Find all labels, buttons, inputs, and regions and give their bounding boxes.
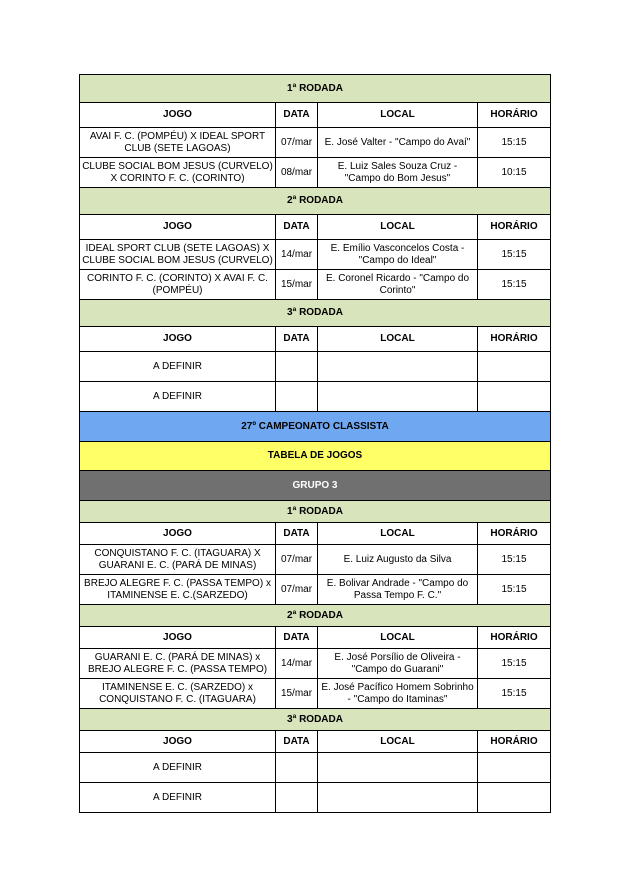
header-data: DATA	[276, 103, 318, 128]
header-local: LOCAL	[318, 327, 478, 352]
match-data	[276, 382, 318, 412]
header-local: LOCAL	[318, 215, 478, 240]
band-title: 2ª RODADA	[80, 605, 551, 627]
match-row	[80, 158, 551, 188]
header-jogo: JOGO	[80, 627, 276, 649]
header-data: DATA	[276, 627, 318, 649]
match-row	[80, 575, 551, 605]
match-row	[80, 545, 551, 575]
match-data: 07/mar	[276, 545, 318, 575]
round-header-row	[80, 605, 551, 627]
band-title: 1ª RODADA	[80, 75, 551, 103]
round-header-row	[80, 501, 551, 523]
match-row	[80, 352, 551, 382]
match-row	[80, 270, 551, 300]
round-header-row	[80, 300, 551, 327]
match-row	[80, 382, 551, 412]
match-data: 14/mar	[276, 649, 318, 679]
match-horario: 15:15	[478, 128, 551, 158]
match-horario	[478, 382, 551, 412]
header-local: LOCAL	[318, 103, 478, 128]
games-table	[79, 74, 551, 813]
header-horario: HORÁRIO	[478, 103, 551, 128]
round-header-row	[80, 709, 551, 731]
column-header-row	[80, 215, 551, 240]
column-header-row	[80, 523, 551, 545]
match-jogo: GUARANI E. C. (PARÁ DE MINAS) x BREJO ALEGRE F. C. (PASSA TEMPO)	[80, 649, 276, 679]
header-jogo: JOGO	[80, 731, 276, 753]
match-local	[318, 753, 478, 783]
header-horario: HORÁRIO	[478, 627, 551, 649]
match-row	[80, 240, 551, 270]
header-horario: HORÁRIO	[478, 327, 551, 352]
header-jogo: JOGO	[80, 215, 276, 240]
match-data: 14/mar	[276, 240, 318, 270]
match-local: E. José Pacífico Homem Sobrinho - "Campo do Itaminas"	[318, 679, 478, 709]
games-table-body	[80, 75, 551, 813]
match-local: E. Luiz Sales Souza Cruz - "Campo do Bom Jesus"	[318, 158, 478, 188]
group-title-row	[80, 471, 551, 501]
match-data: 07/mar	[276, 128, 318, 158]
match-jogo: CONQUISTANO F. C. (ITAGUARA) X GUARANI E. C. (PARÁ DE MINAS)	[80, 545, 276, 575]
match-horario: 15:15	[478, 679, 551, 709]
match-local: E. José Porsílio de Oliveira - "Campo do Guarani"	[318, 649, 478, 679]
round-header-row	[80, 188, 551, 215]
round-header-row	[80, 75, 551, 103]
column-header-row	[80, 731, 551, 753]
band-title: 27º CAMPEONATO CLASSISTA	[80, 412, 551, 442]
match-local	[318, 783, 478, 813]
match-local: E. Luiz Augusto da Silva	[318, 545, 478, 575]
games-table-title-row	[80, 442, 551, 471]
match-horario: 15:15	[478, 545, 551, 575]
header-local: LOCAL	[318, 627, 478, 649]
column-header-row	[80, 103, 551, 128]
match-horario: 15:15	[478, 575, 551, 605]
match-data	[276, 753, 318, 783]
match-local: E. Emílio Vasconcelos Costa - "Campo do Ideal"	[318, 240, 478, 270]
match-horario	[478, 783, 551, 813]
header-jogo: JOGO	[80, 103, 276, 128]
match-jogo: A DEFINIR	[80, 753, 276, 783]
header-data: DATA	[276, 731, 318, 753]
match-horario	[478, 753, 551, 783]
match-jogo: IDEAL SPORT CLUB (SETE LAGOAS) X CLUBE SOCIAL BOM JESUS (CURVELO)	[80, 240, 276, 270]
match-data: 08/mar	[276, 158, 318, 188]
match-horario	[478, 352, 551, 382]
band-title: GRUPO 3	[80, 471, 551, 501]
header-jogo: JOGO	[80, 327, 276, 352]
header-data: DATA	[276, 523, 318, 545]
match-local: E. José Valter - "Campo do Avaí"	[318, 128, 478, 158]
header-jogo: JOGO	[80, 523, 276, 545]
header-data: DATA	[276, 327, 318, 352]
header-horario: HORÁRIO	[478, 523, 551, 545]
match-row	[80, 783, 551, 813]
band-title: TABELA DE JOGOS	[80, 442, 551, 471]
header-horario: HORÁRIO	[478, 215, 551, 240]
match-jogo: ITAMINENSE E. C. (SARZEDO) x CONQUISTANO F. C. (ITAGUARA)	[80, 679, 276, 709]
header-horario: HORÁRIO	[478, 731, 551, 753]
column-header-row	[80, 627, 551, 649]
band-title: 3ª RODADA	[80, 709, 551, 731]
match-local: E. Coronel Ricardo - "Campo do Corinto"	[318, 270, 478, 300]
match-jogo: AVAI F. C. (POMPÉU) X IDEAL SPORT CLUB (SETE LAGOAS)	[80, 128, 276, 158]
match-row	[80, 679, 551, 709]
match-jogo: A DEFINIR	[80, 382, 276, 412]
band-title: 1ª RODADA	[80, 501, 551, 523]
match-horario: 15:15	[478, 240, 551, 270]
match-horario: 10:15	[478, 158, 551, 188]
championship-title-row	[80, 412, 551, 442]
header-data: DATA	[276, 215, 318, 240]
match-jogo: BREJO ALEGRE F. C. (PASSA TEMPO) x ITAMINENSE E. C.(SARZEDO)	[80, 575, 276, 605]
match-jogo: CORINTO F. C. (CORINTO) X AVAI F. C. (POMPÉU)	[80, 270, 276, 300]
schedule-sheet	[79, 74, 550, 813]
match-jogo: A DEFINIR	[80, 783, 276, 813]
match-jogo: CLUBE SOCIAL BOM JESUS (CURVELO) X CORINTO F. C. (CORINTO)	[80, 158, 276, 188]
match-data	[276, 783, 318, 813]
match-data: 07/mar	[276, 575, 318, 605]
band-title: 2ª RODADA	[80, 188, 551, 215]
match-row	[80, 128, 551, 158]
match-jogo: A DEFINIR	[80, 352, 276, 382]
match-local: E. Bolivar Andrade - "Campo do Passa Tempo F. C."	[318, 575, 478, 605]
column-header-row	[80, 327, 551, 352]
header-local: LOCAL	[318, 523, 478, 545]
match-local	[318, 352, 478, 382]
match-horario: 15:15	[478, 270, 551, 300]
match-row	[80, 753, 551, 783]
match-horario: 15:15	[478, 649, 551, 679]
match-data: 15/mar	[276, 270, 318, 300]
band-title: 3ª RODADA	[80, 300, 551, 327]
match-row	[80, 649, 551, 679]
match-data	[276, 352, 318, 382]
match-data: 15/mar	[276, 679, 318, 709]
match-local	[318, 382, 478, 412]
header-local: LOCAL	[318, 731, 478, 753]
